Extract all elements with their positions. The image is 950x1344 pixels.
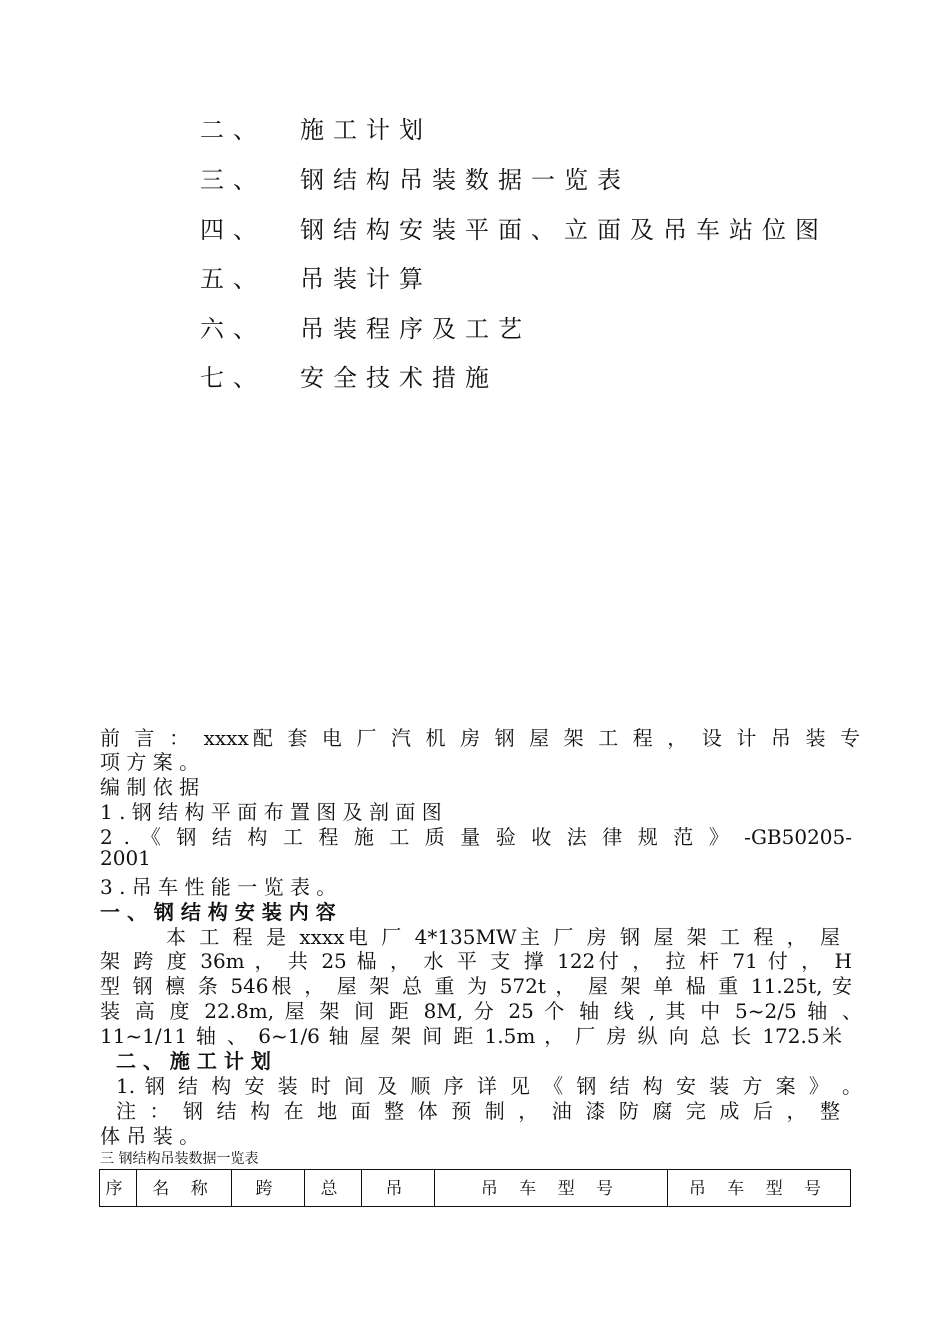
header-cell-span: 跨 — [232, 1170, 305, 1207]
toc-number: 六、 — [200, 315, 266, 343]
note-line: 注 ： 钢 结 构 在 地 面 整 体 预 制 ， 油 漆 防 腐 完 成 后 ， 整 — [116, 1099, 840, 1123]
section-paragraph-line: 装 高 度 22.8m, 屋 架 间 距 8M, 分 25 个 轴 线 , 其 中 5~2/5 轴 、 — [100, 999, 862, 1023]
toc-item — [200, 259, 432, 294]
header-cell-lift: 吊 — [362, 1170, 435, 1207]
table-header-row — [100, 1170, 851, 1207]
toc-text: 钢结构吊装数据一览表 — [300, 166, 630, 194]
toc-number: 七、 — [200, 364, 266, 392]
basis-item: 3 . 吊 车 性 能 一 览 表 。 — [100, 875, 337, 899]
toc-number: 三、 — [200, 166, 266, 194]
toc-number: 五、 — [200, 265, 266, 293]
section-paragraph-line: 11~1/11 轴 、 6~1/6 轴 屋 架 间 距 1.5m ， 厂 房 纵 向 总 长 172.5米 — [100, 1024, 842, 1048]
basis-item: 2 . 《 钢 结 构 工 程 施 工 质 量 验 收 法 律 规 范 》 -GB50205- — [100, 825, 852, 849]
section-paragraph-line: 架 跨 度 36m ， 共 25 榀 ， 水 平 支 撑 122付 ， 拉 杆 71 付 ， H — [100, 949, 852, 973]
toc-text: 钢结构安装平面、立面及吊车站位图 — [300, 216, 828, 244]
toc-item — [200, 210, 828, 245]
header-cell-crane-model: 吊 车 型 号 — [668, 1170, 851, 1207]
toc-item — [200, 160, 630, 195]
section-title: 二 、 施 工 计 划 — [116, 1049, 271, 1073]
toc-item — [200, 110, 432, 145]
header-cell-crane-model: 吊 车 型 号 — [435, 1170, 668, 1207]
basis-title: 编 制 依 据 — [100, 775, 200, 799]
lifting-data-table — [99, 1169, 851, 1207]
note-line: 体 吊 装 。 — [100, 1124, 200, 1148]
basis-item: 1 . 钢 结 构 平 面 布 置 图 及 剖 面 图 — [100, 800, 442, 824]
preface-line: 项 方 案 。 — [100, 750, 200, 774]
table-caption: 三 钢结构吊装数据一览表 — [100, 1151, 259, 1167]
toc-item — [200, 309, 531, 344]
header-cell-total: 总 — [305, 1170, 362, 1207]
toc-text: 安全技术措施 — [300, 364, 498, 392]
basis-item-continued: 2001 — [100, 846, 151, 870]
header-cell-name: 名 称 — [137, 1170, 232, 1207]
toc-text: 施工计划 — [300, 116, 432, 144]
toc-number: 二、 — [200, 116, 266, 144]
toc-text: 吊装程序及工艺 — [300, 315, 531, 343]
toc-number: 四、 — [200, 216, 266, 244]
toc-item — [200, 358, 498, 393]
section-title: 一 、 钢 结 构 安 装 内 容 — [100, 900, 336, 924]
header-cell-index: 序 — [100, 1170, 137, 1207]
section-paragraph-line: 本 工 程 是 xxxx电 厂 4*135MW主 厂 房 钢 屋 架 工 程 ， 屋 — [166, 925, 840, 949]
preface-line: 前 言 ： xxxx配 套 电 厂 汽 机 房 钢 屋 架 工 程 ， 设 计 吊 装 专 — [100, 726, 860, 750]
toc-text: 吊装计算 — [300, 265, 432, 293]
section-paragraph-line: 型 钢 檩 条 546根 ， 屋 架 总 重 为 572t ， 屋 架 单 榀 重 11.25t, 安 — [100, 974, 852, 998]
section-paragraph-line: 1. 钢 结 构 安 装 时 间 及 顺 序 详 见 《 钢 结 构 安 装 方 案 》 。 — [116, 1074, 862, 1098]
